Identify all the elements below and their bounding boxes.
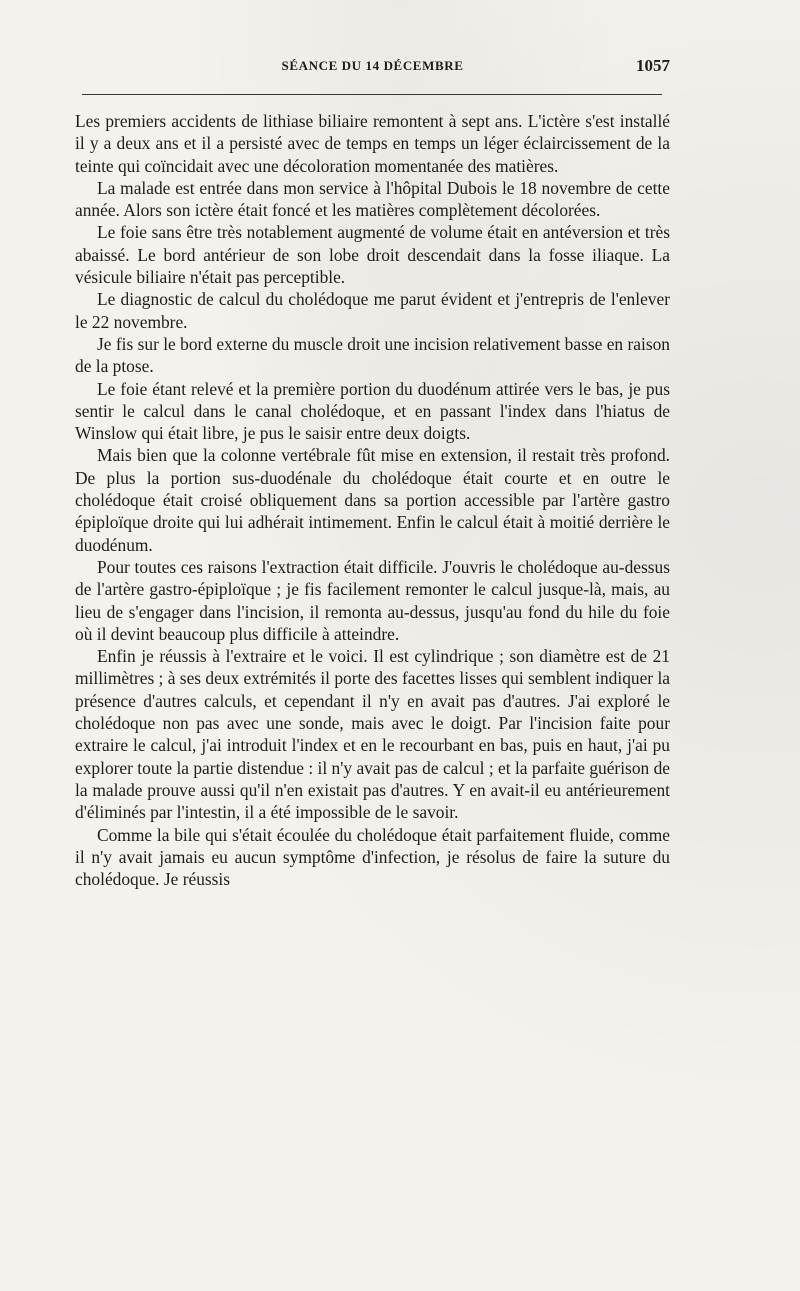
- paragraph: Le foie sans être très notablement augmenté de volume était en antéversion et très abaissé. Le bord antérieur de son lobe droit descendait dans la fosse iliaque. La vésicule biliaire n'était pas perceptible.: [75, 222, 670, 288]
- paragraph: Les premiers accidents de lithiase biliaire remontent à sept ans. L'ictère s'est installé il y a deux ans et il a persisté avec de temps en temps un léger éclaircissement de la teinte qui coïncidait avec une décoloration momentanée des matières.: [75, 111, 670, 176]
- page-header: [75, 58, 670, 82]
- paragraph: Enfin je réussis à l'extraire et le voici. Il est cylindrique ; son diamètre est de 21 millimètres ; à ses deux extrémités il porte des facettes lisses qui semblent indiquer la présence d'autres calculs, et cependant il n'y en avait pas d'autres. J'ai exploré le cholédoque non pas avec une sonde, mais avec le doigt. Par l'incision faite pour extraire le calcul, j'ai introduit l'index et en le recourbant en bas, puis en haut, j'ai pu explorer toute la partie distendue : il n'y avait pas de calcul ; et la parfaite guérison de la malade prouve aussi qu'il n'en existait pas d'autres. Y en avait-il eu antérieurement d'éliminés par l'intestin, il a été impossible de le savoir.: [75, 646, 670, 823]
- paragraph: Mais bien que la colonne vertébrale fût mise en extension, il restait très profond. De plus la portion sus-duodénale du cholédoque était courte et en outre le cholédoque était croisé obliquement dans sa portion accessible par l'artère gastro épiploïque droite qui lui adhérait intimement. Enfin le calcul était à moitié derrière le duodénum.: [75, 445, 670, 555]
- paragraph: Comme la bile qui s'était écoulée du cholédoque était parfaitement fluide, comme il n'y avait jamais eu aucun symptôme d'infection, je résolus de faire la suture du cholédoque. Je réussis: [75, 824, 670, 890]
- paragraph: Le foie étant relevé et la première portion du duodénum attirée vers le bas, je pus sentir le calcul dans le canal cholédoque, et en passant l'index dans l'hiatus de Winslow qui était libre, je pus le saisir entre deux doigts.: [75, 378, 670, 444]
- page-number: 1057: [636, 56, 670, 75]
- header-rule: [82, 94, 662, 95]
- paragraph: La malade est entrée dans mon service à l'hôpital Dubois le 18 novembre de cette année. Alors son ictère était foncé et les matières complètement décolorées.: [75, 177, 670, 221]
- running-head: SÉANCE DU 14 DÉCEMBRE: [281, 58, 464, 73]
- paragraph: Je fis sur le bord externe du muscle droit une incision relativement basse en raison de la ptose.: [75, 333, 670, 377]
- paragraph: Pour toutes ces raisons l'extraction était difficile. J'ouvris le cholédoque au-dessus de l'artère gastro-épiploïque ; je fis facilement remonter le calcul jusque-là, mais, au lieu de s'engager dans l'incision, il remonta au-dessus, jusqu'au fond du hile du foie où il devint beaucoup plus difficile à atteindre.: [75, 556, 670, 644]
- body-text: [75, 110, 670, 890]
- paragraph: Le diagnostic de calcul du cholédoque me parut évident et j'entrepris de l'enlever le 22 novembre.: [75, 289, 670, 332]
